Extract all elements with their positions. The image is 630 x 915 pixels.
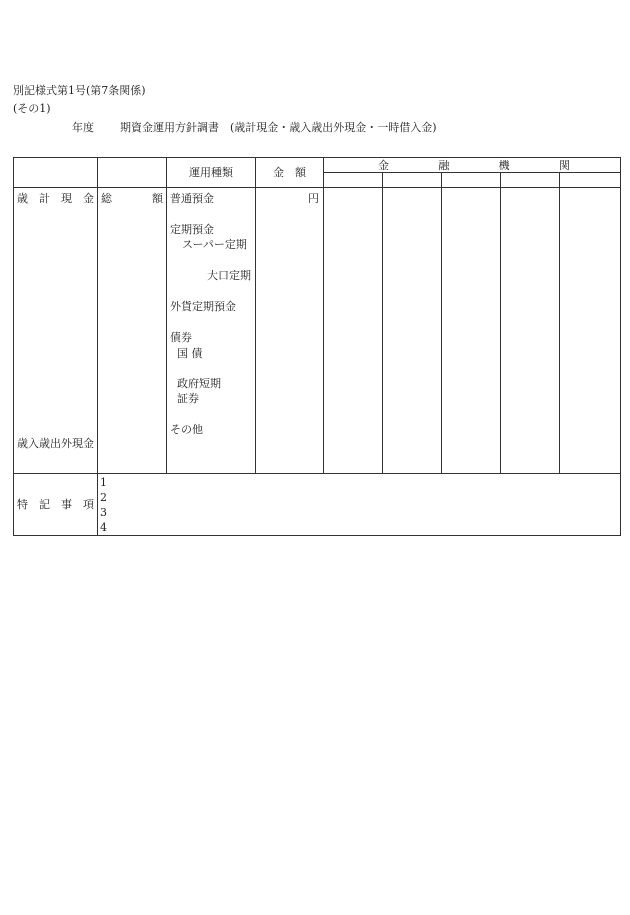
note-number-3: 3 xyxy=(100,506,107,519)
financial-institutions-header xyxy=(324,158,621,173)
institution-amount-3[interactable] xyxy=(442,188,501,474)
type-saiken: 債券 xyxy=(170,331,192,344)
institutions-char-1: 金 xyxy=(378,158,389,172)
institution-cell-5[interactable] xyxy=(560,173,621,188)
institution-amount-4[interactable] xyxy=(501,188,560,474)
type-sonota: その他 xyxy=(170,423,203,436)
document-title: 期資金運用方針調書 (歳計現金・歳入歳出外現金・一時借入金) xyxy=(120,121,437,134)
form-part: (その1) xyxy=(13,102,51,115)
special-notes-cell[interactable] xyxy=(98,474,621,536)
institutions-char-2: 融 xyxy=(438,158,450,172)
header-blank-1 xyxy=(14,158,98,188)
type-super-teiki: スーパー定期 xyxy=(182,238,247,251)
category-saikei-genkin: 歳 計 現 金 xyxy=(17,192,94,205)
type-oguchi-teiki: 大口定期 xyxy=(207,269,251,282)
category-saigai-genkin: 歳入歳出外現金 xyxy=(17,437,94,450)
yen-unit: 円 xyxy=(308,192,319,205)
institution-cell-3[interactable] xyxy=(442,173,501,188)
institution-amount-1[interactable] xyxy=(324,188,383,474)
institutions-char-4: 関 xyxy=(558,158,570,172)
type-shoken: 証券 xyxy=(177,392,199,405)
institution-cell-4[interactable] xyxy=(501,173,560,188)
total-label-b: 額 xyxy=(152,192,163,205)
type-seifu-tanki: 政府短期 xyxy=(177,377,221,390)
amount-cell[interactable] xyxy=(256,188,324,474)
note-number-2: 2 xyxy=(100,491,107,504)
type-teiki-yokin: 定期預金 xyxy=(170,223,214,236)
total-label-a: 総 xyxy=(101,192,112,205)
institution-amount-5[interactable] xyxy=(560,188,621,474)
type-gaika-teiki: 外貨定期預金 xyxy=(170,300,236,313)
type-futsu-yokin: 普通預金 xyxy=(170,192,214,205)
amount-column-header: 金 額 xyxy=(256,158,324,188)
type-column-header: 運用種類 xyxy=(167,158,256,188)
institution-cell-2[interactable] xyxy=(383,173,442,188)
institution-cell-1[interactable] xyxy=(324,173,383,188)
header-blank-2 xyxy=(98,158,167,188)
type-list-cell xyxy=(167,188,256,474)
institution-amount-2[interactable] xyxy=(383,188,442,474)
category-cell xyxy=(14,188,98,474)
total-cell xyxy=(98,188,167,474)
fund-management-table xyxy=(13,157,621,536)
note-number-4: 4 xyxy=(100,521,107,534)
note-number-1: 1 xyxy=(100,476,107,489)
fiscal-year-label: 年度 xyxy=(72,121,94,134)
special-notes-label: 特 記 事 項 xyxy=(14,474,98,536)
form-number: 別記様式第1号(第7条関係) xyxy=(13,84,146,97)
type-kokusai: 国 債 xyxy=(177,347,203,360)
institutions-char-3: 機 xyxy=(498,158,510,172)
